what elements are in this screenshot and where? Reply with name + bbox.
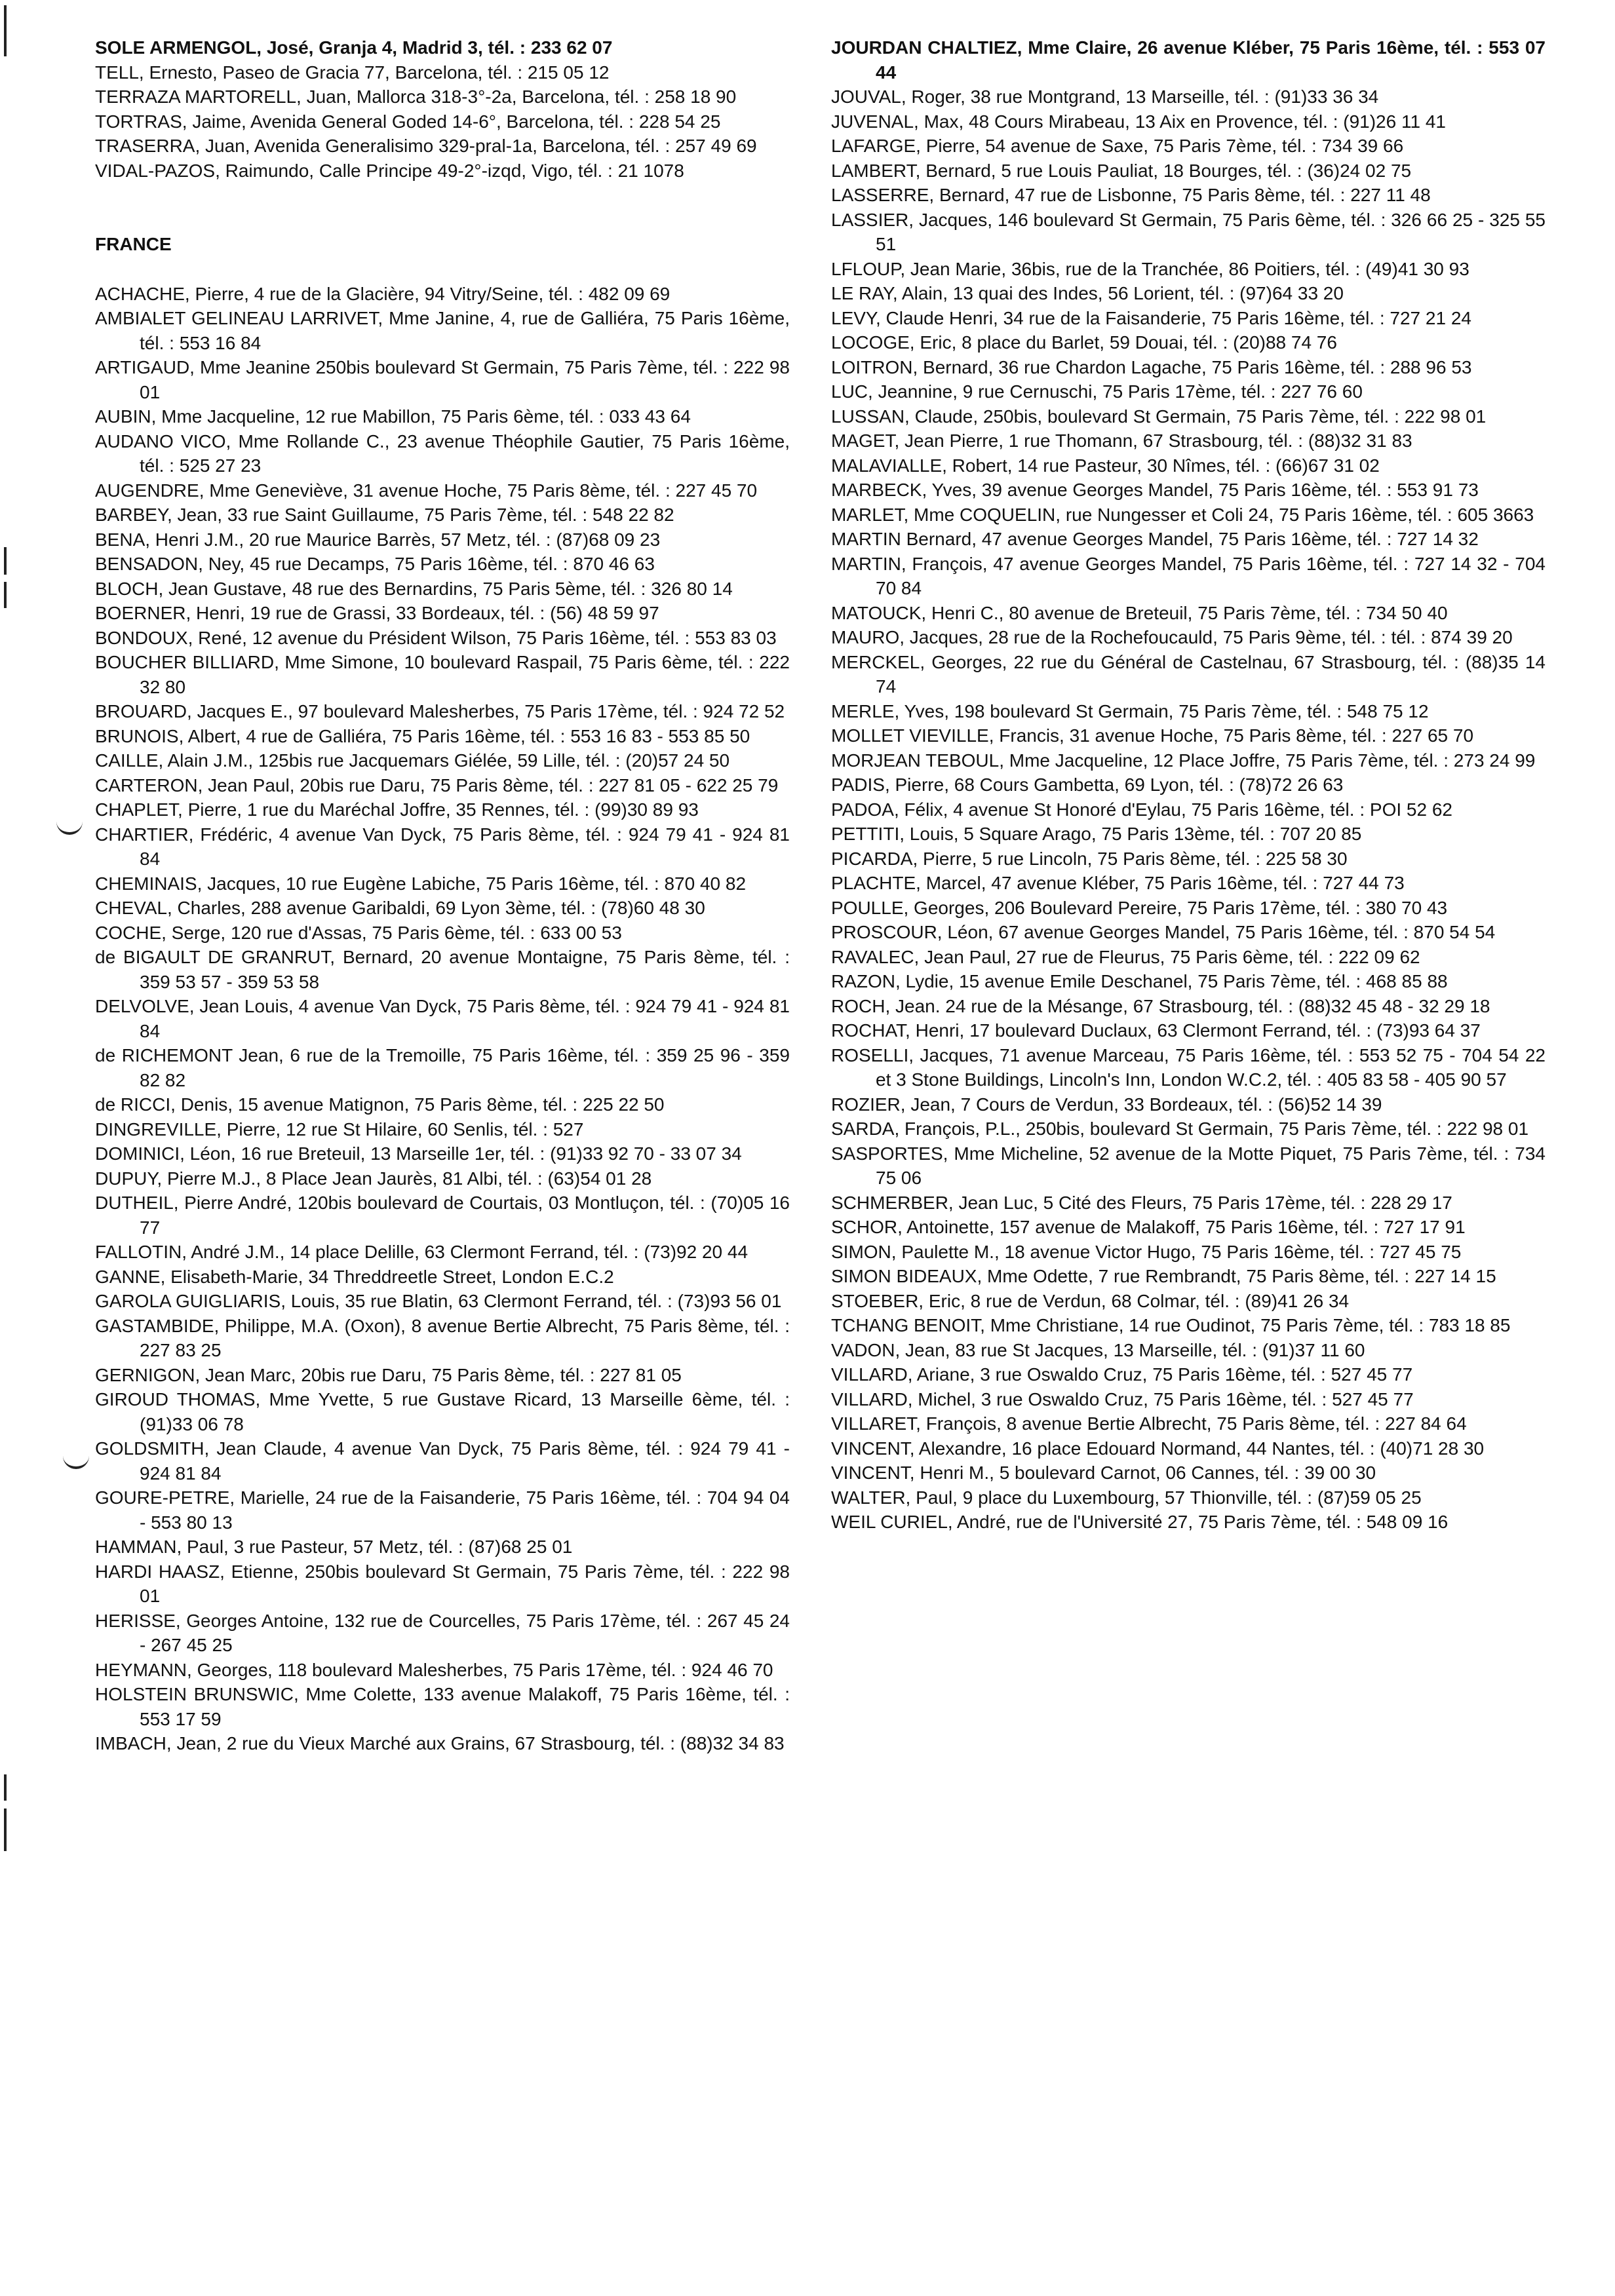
directory-entry: VILLARET, François, 8 avenue Bertie Albrecht, 75 Paris 8ème, tél. : 227 84 64 <box>831 1413 1467 1434</box>
directory-entry: LFLOUP, Jean Marie, 36bis, rue de la Tranchée, 86 Poitiers, tél. : (49)41 30 93 <box>831 258 1469 279</box>
directory-entry: AUDANO VICO, Mme Rollande C., 23 avenue Théophile Gautier, 75 Paris 16ème, tél. : 525 27 23 <box>95 430 790 476</box>
directory-entry: SARDA, François, P.L., 250bis, boulevard St Germain, 75 Paris 7ème, tél. : 222 98 01 <box>831 1119 1529 1139</box>
directory-entry: MAURO, Jacques, 28 rue de la Rochefoucauld, 75 Paris 9ème, tél. : tél. : 874 39 20 <box>831 627 1513 647</box>
directory-entry: LAMBERT, Bernard, 5 rue Louis Pauliat, 18 Bourges, tél. : (36)24 02 75 <box>831 160 1412 181</box>
spain-section <box>95 35 790 183</box>
directory-entry: LE RAY, Alain, 13 quai des Indes, 56 Lorient, tél. : (97)64 33 20 <box>831 283 1344 303</box>
directory-entry: MATOUCK, Henri C., 80 avenue de Breteuil, 75 Paris 7ème, tél. : 734 50 40 <box>831 602 1448 623</box>
directory-entry: DUPUY, Pierre M.J., 8 Place Jean Jaurès, 81 Albi, tél. : (63)54 01 28 <box>95 1168 652 1189</box>
margin-mark <box>4 582 7 608</box>
directory-entry: GASTAMBIDE, Philippe, M.A. (Oxon), 8 avenue Bertie Albrecht, 75 Paris 8ème, tél. : 227 83 25 <box>95 1315 790 1360</box>
directory-entry: HAMMAN, Paul, 3 rue Pasteur, 57 Metz, tél. : (87)68 25 01 <box>95 1537 573 1557</box>
directory-entry: de RICHEMONT Jean, 6 rue de la Tremoille, 75 Paris 16ème, tél. : 359 25 96 - 359 82 82 <box>95 1045 790 1090</box>
directory-entry: STOEBER, Eric, 8 rue de Verdun, 68 Colmar, tél. : (89)41 26 34 <box>831 1290 1350 1311</box>
directory-entry: BONDOUX, René, 12 avenue du Président Wilson, 75 Paris 16ème, tél. : 553 83 03 <box>95 627 777 648</box>
directory-entry: SOLE ARMENGOL, José, Granja 4, Madrid 3, tél. : 233 62 07 <box>95 37 613 58</box>
directory-entry: VILLARD, Michel, 3 rue Oswaldo Cruz, 75 Paris 16ème, tél. : 527 45 77 <box>831 1388 1414 1409</box>
directory-entry: VINCENT, Henri M., 5 boulevard Carnot, 06 Cannes, tél. : 39 00 30 <box>831 1463 1376 1483</box>
directory-entry: MERCKEL, Georges, 22 rue du Général de Castelnau, 67 Strasbourg, tél. : (88)35 14 74 <box>831 651 1546 697</box>
directory-entry: SIMON, Paulette M., 18 avenue Victor Hugo, 75 Paris 16ème, tél. : 727 45 75 <box>831 1241 1462 1262</box>
directory-entry: MARTIN, François, 47 avenue Georges Mandel, 75 Paris 16ème, tél. : 727 14 32 - 704 70 84 <box>831 553 1546 598</box>
directory-entry: TORTRAS, Jaime, Avenida General Goded 14-6°, Barcelona, tél. : 228 54 25 <box>95 111 721 132</box>
directory-entry: LUSSAN, Claude, 250bis, boulevard St Germain, 75 Paris 7ème, tél. : 222 98 01 <box>831 406 1487 427</box>
directory-entry: GOURE-PETRE, Marielle, 24 rue de la Faisanderie, 75 Paris 16ème, tél. : 704 94 04 - 553 80 13 <box>95 1487 790 1533</box>
directory-entry: GAROLA GUIGLIARIS, Louis, 35 rue Blatin, 63 Clermont Ferrand, tél. : (73)93 56 01 <box>95 1291 782 1311</box>
directory-entry: COCHE, Serge, 120 rue d'Assas, 75 Paris 6ème, tél. : 633 00 53 <box>95 922 622 943</box>
france-section-left <box>95 282 790 1756</box>
directory-entry: CHEMINAIS, Jacques, 10 rue Eugène Labiche, 75 Paris 16ème, tél. : 870 40 82 <box>95 873 747 894</box>
directory-entry: POULLE, Georges, 206 Boulevard Pereire, 75 Paris 17ème, tél. : 380 70 43 <box>831 897 1448 918</box>
directory-entry: PROSCOUR, Léon, 67 avenue Georges Mandel, 75 Paris 16ème, tél. : 870 54 54 <box>831 922 1496 942</box>
margin-mark <box>4 5 7 56</box>
directory-entry: WALTER, Paul, 9 place du Luxembourg, 57 Thionville, tél. : (87)59 05 25 <box>831 1487 1422 1508</box>
directory-entry: BOERNER, Henri, 19 rue de Grassi, 33 Bordeaux, tél. : (56) 48 59 97 <box>95 603 659 623</box>
directory-entry: ROCH, Jean. 24 rue de la Mésange, 67 Strasbourg, tél. : (88)32 45 48 - 32 29 18 <box>831 995 1490 1016</box>
directory-entry: HARDI HAASZ, Etienne, 250bis boulevard St Germain, 75 Paris 7ème, tél. : 222 98 01 <box>95 1561 790 1606</box>
margin-mark <box>4 1774 7 1801</box>
directory-entry: DOMINICI, Léon, 16 rue Breteuil, 13 Marseille 1er, tél. : (91)33 92 70 - 33 07 34 <box>95 1143 742 1164</box>
directory-entry: DELVOLVE, Jean Louis, 4 avenue Van Dyck, 75 Paris 8ème, tél. : 924 79 41 - 924 81 84 <box>95 996 790 1041</box>
directory-entry: ROZIER, Jean, 7 Cours de Verdun, 33 Bordeaux, tél. : (56)52 14 39 <box>831 1094 1382 1115</box>
directory-entry: AUBIN, Mme Jacqueline, 12 rue Mabillon, 75 Paris 6ème, tél. : 033 43 64 <box>95 406 691 427</box>
margin-hook-mark <box>56 819 83 835</box>
directory-entry: AUGENDRE, Mme Geneviève, 31 avenue Hoche, 75 Paris 8ème, tél. : 227 45 70 <box>95 480 758 501</box>
directory-entry: TRASERRA, Juan, Avenida Generalisimo 329-pral-1a, Barcelona, tél. : 257 49 69 <box>95 136 757 156</box>
directory-entry: GERNIGON, Jean Marc, 20bis rue Daru, 75 Paris 8ème, tél. : 227 81 05 <box>95 1364 682 1385</box>
directory-entry: TCHANG BENOIT, Mme Christiane, 14 rue Oudinot, 75 Paris 7ème, tél. : 783 18 85 <box>831 1315 1511 1335</box>
margin-mark <box>4 1808 7 1851</box>
directory-entry: CHARTIER, Frédéric, 4 avenue Van Dyck, 75 Paris 8ème, tél. : 924 79 41 - 924 81 84 <box>95 824 790 869</box>
section-heading-france: FRANCE <box>95 234 172 254</box>
directory-entry: LAFARGE, Pierre, 54 avenue de Saxe, 75 Paris 7ème, tél. : 734 39 66 <box>831 136 1404 156</box>
directory-entry: VIDAL-PAZOS, Raimundo, Calle Principe 49-2°-izqd, Vigo, tél. : 21 1078 <box>95 160 684 181</box>
directory-entry: BLOCH, Jean Gustave, 48 rue des Bernardins, 75 Paris 5ème, tél. : 326 80 14 <box>95 578 733 599</box>
directory-entry: LASSERRE, Bernard, 47 rue de Lisbonne, 75 Paris 8ème, tél. : 227 11 48 <box>831 185 1431 205</box>
directory-entry: JOURDAN CHALTIEZ, Mme Claire, 26 avenue Kléber, 75 Paris 16ème, tél. : 553 07 44 <box>831 37 1546 83</box>
directory-entry: ARTIGAUD, Mme Jeanine 250bis boulevard St Germain, 75 Paris 7ème, tél. : 222 98 01 <box>95 357 790 402</box>
directory-entry: AMBIALET GELINEAU LARRIVET, Mme Janine, 4, rue de Galliéra, 75 Paris 16ème, tél. : 553 16 84 <box>95 308 790 353</box>
directory-entry: HERISSE, Georges Antoine, 132 rue de Courcelles, 75 Paris 17ème, tél. : 267 45 24 - 267 45 25 <box>95 1610 790 1655</box>
directory-entry: LUC, Jeannine, 9 rue Cernuschi, 75 Paris 17ème, tél. : 227 76 60 <box>831 381 1363 402</box>
directory-entry: SCHMERBER, Jean Luc, 5 Cité des Fleurs, 75 Paris 17ème, tél. : 228 29 17 <box>831 1192 1452 1213</box>
directory-entry: ROSELLI, Jacques, 71 avenue Marceau, 75 Paris 16ème, tél. : 553 52 75 - 704 54 22 et 3 Stone Buildings, Lincoln's Inn, London W.C.2, tél. : 405 83 58 - 405 90 57 <box>831 1044 1546 1090</box>
directory-entry: TERRAZA MARTORELL, Juan, Mallorca 318-3°-2a, Barcelona, tél. : 258 18 90 <box>95 86 737 107</box>
directory-entry: GOLDSMITH, Jean Claude, 4 avenue Van Dyck, 75 Paris 8ème, tél. : 924 79 41 - 924 81 84 <box>95 1438 790 1483</box>
directory-entry: MARBECK, Yves, 39 avenue Georges Mandel, 75 Paris 16ème, tél. : 553 91 73 <box>831 480 1479 500</box>
directory-entry: SIMON BIDEAUX, Mme Odette, 7 rue Rembrandt, 75 Paris 8ème, tél. : 227 14 15 <box>831 1266 1496 1286</box>
directory-entry: SASPORTES, Mme Micheline, 52 avenue de la Motte Piquet, 75 Paris 7ème, tél. : 734 75 06 <box>831 1143 1546 1188</box>
directory-entry: PADOA, Félix, 4 avenue St Honoré d'Eylau, 75 Paris 16ème, tél. : POI 52 62 <box>831 799 1452 820</box>
directory-entry: LOCOGE, Eric, 8 place du Barlet, 59 Douai, tél. : (20)88 74 76 <box>831 332 1337 353</box>
directory-entry: WEIL CURIEL, André, rue de l'Université 27, 75 Paris 7ème, tél. : 548 09 16 <box>831 1512 1449 1532</box>
directory-entry: PADIS, Pierre, 68 Cours Gambetta, 69 Lyon, tél. : (78)72 26 63 <box>831 775 1344 795</box>
directory-entry: HEYMANN, Georges, 118 boulevard Malesherbes, 75 Paris 17ème, tél. : 924 46 70 <box>95 1659 773 1680</box>
directory-entry: PETTITI, Louis, 5 Square Arago, 75 Paris 13ème, tél. : 707 20 85 <box>831 824 1362 844</box>
directory-entry: CHEVAL, Charles, 288 avenue Garibaldi, 69 Lyon 3ème, tél. : (78)60 48 30 <box>95 898 705 918</box>
directory-entry: MORJEAN TEBOUL, Mme Jacqueline, 12 Place Joffre, 75 Paris 7ème, tél. : 273 24 99 <box>831 750 1536 771</box>
directory-entry: BROUARD, Jacques E., 97 boulevard Malesherbes, 75 Paris 17ème, tél. : 924 72 52 <box>95 701 785 721</box>
directory-entry: VILLARD, Ariane, 3 rue Oswaldo Cruz, 75 Paris 16ème, tél. : 527 45 77 <box>831 1364 1413 1385</box>
directory-entry: DUTHEIL, Pierre André, 120bis boulevard de Courtais, 03 Montluçon, tél. : (70)05 16 77 <box>95 1193 790 1238</box>
directory-entry: ROCHAT, Henri, 17 boulevard Duclaux, 63 Clermont Ferrand, tél. : (73)93 64 37 <box>831 1020 1481 1041</box>
directory-entry: MAGET, Jean Pierre, 1 rue Thomann, 67 Strasbourg, tél. : (88)32 31 83 <box>831 430 1412 451</box>
directory-entry: IMBACH, Jean, 2 rue du Vieux Marché aux Grains, 67 Strasbourg, tél. : (88)32 34 83 <box>95 1733 785 1753</box>
directory-entry: MOLLET VIEVILLE, Francis, 31 avenue Hoche, 75 Paris 8ème, tél. : 227 65 70 <box>831 725 1474 746</box>
directory-entry: VADON, Jean, 83 rue St Jacques, 13 Marseille, tél. : (91)37 11 60 <box>831 1339 1365 1360</box>
directory-entry: CARTERON, Jean Paul, 20bis rue Daru, 75 Paris 8ème, tél. : 227 81 05 - 622 25 79 <box>95 775 779 795</box>
directory-entry: JUVENAL, Max, 48 Cours Mirabeau, 13 Aix en Provence, tél. : (91)26 11 41 <box>831 111 1446 132</box>
directory-entry: BRUNOIS, Albert, 4 rue de Galliéra, 75 Paris 16ème, tél. : 553 16 83 - 553 85 50 <box>95 725 750 746</box>
directory-entry: JOUVAL, Roger, 38 rue Montgrand, 13 Marseille, tél. : (91)33 36 34 <box>831 86 1379 107</box>
directory-entry: HOLSTEIN BRUNSWIC, Mme Colette, 133 avenue Malakoff, 75 Paris 16ème, tél. : 553 17 59 <box>95 1684 790 1729</box>
directory-entry: GANNE, Elisabeth-Marie, 34 Threddreetle Street, London E.C.2 <box>95 1266 614 1287</box>
directory-entry: RAZON, Lydie, 15 avenue Emile Deschanel, 75 Paris 7ème, tél. : 468 85 88 <box>831 971 1448 991</box>
directory-entry: RAVALEC, Jean Paul, 27 rue de Fleurus, 75 Paris 6ème, tél. : 222 09 62 <box>831 946 1420 967</box>
directory-entry: MARTIN Bernard, 47 avenue Georges Mandel, 75 Paris 16ème, tél. : 727 14 32 <box>831 529 1479 549</box>
directory-entry: de RICCI, Denis, 15 avenue Matignon, 75 Paris 8ème, tél. : 225 22 50 <box>95 1094 665 1115</box>
directory-entry: GIROUD THOMAS, Mme Yvette, 5 rue Gustave Ricard, 13 Marseille 6ème, tél. : (91)33 06 78 <box>95 1389 790 1434</box>
directory-entry: BOUCHER BILLIARD, Mme Simone, 10 boulevard Raspail, 75 Paris 6ème, tél. : 222 32 80 <box>95 652 790 697</box>
directory-entry: SCHOR, Antoinette, 157 avenue de Malakoff, 75 Paris 16ème, tél. : 727 17 91 <box>831 1217 1466 1237</box>
directory-entry: de BIGAULT DE GRANRUT, Bernard, 20 avenue Montaigne, 75 Paris 8ème, tél. : 359 53 57 - 359 53 58 <box>95 947 790 992</box>
directory-entry: MERLE, Yves, 198 boulevard St Germain, 75 Paris 7ème, tél. : 548 75 12 <box>831 700 1429 721</box>
directory-entry: FALLOTIN, André J.M., 14 place Delille, 63 Clermont Ferrand, tél. : (73)92 20 44 <box>95 1242 749 1262</box>
directory-entry: CHAPLET, Pierre, 1 rue du Maréchal Joffre, 35 Rennes, tél. : (99)30 89 93 <box>95 799 699 820</box>
right-column <box>831 35 1546 1535</box>
directory-entry: ACHACHE, Pierre, 4 rue de la Glacière, 94 Vitry/Seine, tél. : 482 09 69 <box>95 283 671 304</box>
directory-entry: PLACHTE, Marcel, 47 avenue Kléber, 75 Paris 16ème, tél. : 727 44 73 <box>831 873 1405 893</box>
directory-entry: BENA, Henri J.M., 20 rue Maurice Barrès, 57 Metz, tél. : (87)68 09 23 <box>95 529 661 550</box>
directory-entry: MALAVIALLE, Robert, 14 rue Pasteur, 30 Nîmes, tél. : (66)67 31 02 <box>831 455 1380 476</box>
margin-hook-mark <box>63 1453 89 1469</box>
directory-entry: PICARDA, Pierre, 5 rue Lincoln, 75 Paris 8ème, tél. : 225 58 30 <box>831 848 1348 869</box>
left-column <box>95 35 790 1756</box>
directory-entry: CAILLE, Alain J.M., 125bis rue Jacquemars Giélée, 59 Lille, tél. : (20)57 24 50 <box>95 750 730 771</box>
directory-entry: BARBEY, Jean, 33 rue Saint Guillaume, 75 Paris 7ème, tél. : 548 22 82 <box>95 505 674 525</box>
directory-entry: LEVY, Claude Henri, 34 rue de la Faisanderie, 75 Paris 16ème, tél. : 727 21 24 <box>831 307 1471 328</box>
directory-entry: DINGREVILLE, Pierre, 12 rue St Hilaire, 60 Senlis, tél. : 527 <box>95 1119 584 1139</box>
directory-entry: VINCENT, Alexandre, 16 place Edouard Normand, 44 Nantes, tél. : (40)71 28 30 <box>831 1438 1485 1459</box>
directory-entry: LOITRON, Bernard, 36 rue Chardon Lagache, 75 Paris 16ème, tél. : 288 96 53 <box>831 356 1472 377</box>
directory-entry: LASSIER, Jacques, 146 boulevard St Germain, 75 Paris 6ème, tél. : 326 66 25 - 325 55 51 <box>831 209 1546 254</box>
margin-mark <box>4 547 7 575</box>
directory-entry: MARLET, Mme COQUELIN, rue Nungesser et Coli 24, 75 Paris 16ème, tél. : 605 3663 <box>831 504 1534 525</box>
directory-entry: TELL, Ernesto, Paseo de Gracia 77, Barcelona, tél. : 215 05 12 <box>95 62 610 83</box>
directory-entry: BENSADON, Ney, 45 rue Decamps, 75 Paris 16ème, tél. : 870 46 63 <box>95 554 655 574</box>
